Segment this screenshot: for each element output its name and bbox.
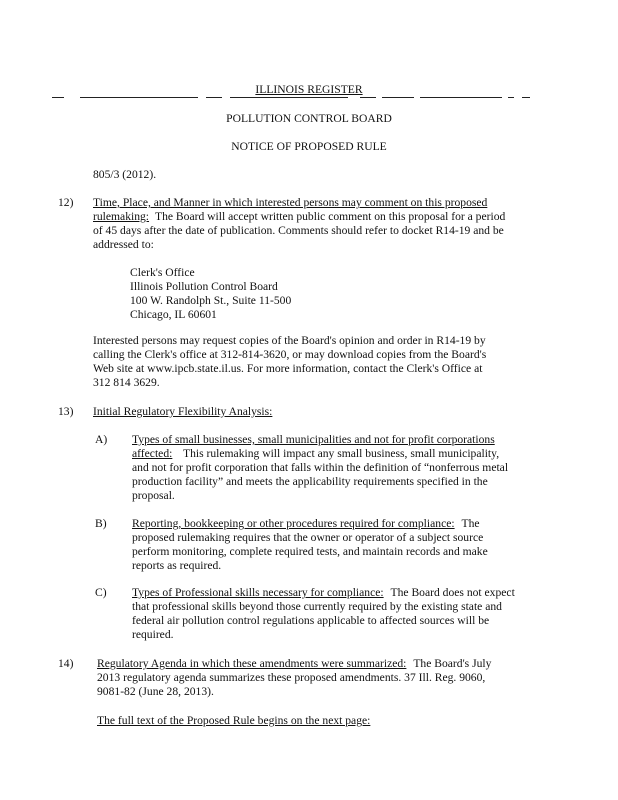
- section-14-line: 2013 regulatory agenda summarizes these proposed amendments. 37 Ill. Reg. 9060,: [97, 671, 486, 684]
- header-rule-seg: [508, 97, 514, 98]
- address-line: 100 W. Randolph St., Suite 11-500: [130, 294, 292, 307]
- full-text-note: The full text of the Proposed Rule begins on the next page:: [97, 714, 371, 727]
- contact-line: Interested persons may request copies of the Board's opinion and order in R14-19 by: [93, 334, 486, 347]
- item-a-line: production facility” and meets the applicability requirements specified in the: [132, 475, 488, 488]
- item-c-heading-text: Types of Professional skills necessary for compliance:: [132, 586, 384, 599]
- item-b-line-inline: The: [461, 517, 480, 530]
- contact-line: 312 814 3629.: [93, 376, 160, 389]
- section-13-heading: Initial Regulatory Flexibility Analysis:: [93, 405, 273, 418]
- section-14-heading-text: Regulatory Agenda in which these amendments were summarized:: [97, 657, 407, 670]
- item-c-line: required.: [132, 628, 174, 641]
- item-b-line: perform monitoring, complete required tests, and maintain records and make: [132, 545, 488, 558]
- item-b-line: proposed rulemaking requires that the owner or operator of a subject source: [132, 531, 484, 544]
- section-13-number: 13): [58, 405, 74, 418]
- item-c-heading: [132, 586, 515, 600]
- section-12-line: addressed to:: [93, 238, 154, 251]
- section-12-number: 12): [58, 196, 74, 209]
- item-a-line: proposal.: [132, 489, 175, 502]
- item-a-label: A): [95, 433, 108, 446]
- header-rule-seg: [230, 97, 348, 98]
- board-title: POLLUTION CONTROL BOARD: [226, 112, 392, 125]
- header-rule-seg: [80, 97, 198, 98]
- section-12-line: of 45 days after the date of publication. Comments should refer to docket R14-19 and be: [93, 224, 504, 237]
- item-c-line-inline: The Board does not expect: [390, 586, 515, 599]
- item-c-label: C): [95, 586, 107, 599]
- address-line: Illinois Pollution Control Board: [130, 280, 278, 293]
- section-14-line-inline: The Board's July: [413, 657, 492, 670]
- item-b-line: reports as required.: [132, 559, 222, 572]
- header-rule-seg: [360, 97, 376, 98]
- citation-tail: 805/3 (2012).: [93, 168, 157, 181]
- item-b-label: B): [95, 517, 107, 530]
- header-rule-seg: [382, 97, 414, 98]
- section-14-number: 14): [58, 657, 74, 670]
- header-rule-seg: [52, 97, 64, 98]
- register-title: ILLINOIS REGISTER: [255, 83, 363, 96]
- item-c-line: that professional skills beyond those currently required by the existing state and: [132, 600, 502, 613]
- section-14-line: 9081-82 (June 28, 2013).: [97, 685, 214, 698]
- section-12-line: The Board will accept written public comment on this proposal for a period: [155, 210, 506, 223]
- item-a-heading-text: Types of small businesses, small municipalities and not for profit corporations affected:: [132, 433, 495, 460]
- notice-title: NOTICE OF PROPOSED RULE: [231, 140, 387, 153]
- contact-line: calling the Clerk's office at 312-814-3620, or may download copies from the Board's: [93, 348, 487, 361]
- item-b-heading: [132, 517, 480, 531]
- header-rule-seg: [206, 97, 222, 98]
- item-c-line: federal air pollution control regulations applicable to affected sources will be: [132, 614, 490, 627]
- section-12-heading-text: Time, Place, and Manner in which interested persons may comment on this proposed rulemaking:: [93, 196, 488, 223]
- section-14-heading: [97, 657, 491, 671]
- contact-line: Web site at www.ipcb.state.il.us. For more information, contact the Clerk's Office at: [93, 362, 483, 375]
- address-line: Chicago, IL 60601: [130, 308, 217, 321]
- address-line: Clerk's Office: [130, 266, 195, 279]
- item-b-heading-text: Reporting, bookkeeping or other procedures required for compliance:: [132, 517, 455, 530]
- item-a-line: This rulemaking will impact any small business, small municipality,: [183, 447, 500, 460]
- item-a-line: and not for profit corporation that falls within the definition of “nonferrous metal: [132, 461, 509, 474]
- header-rule-seg: [420, 97, 502, 98]
- header-rule-seg: [522, 97, 530, 98]
